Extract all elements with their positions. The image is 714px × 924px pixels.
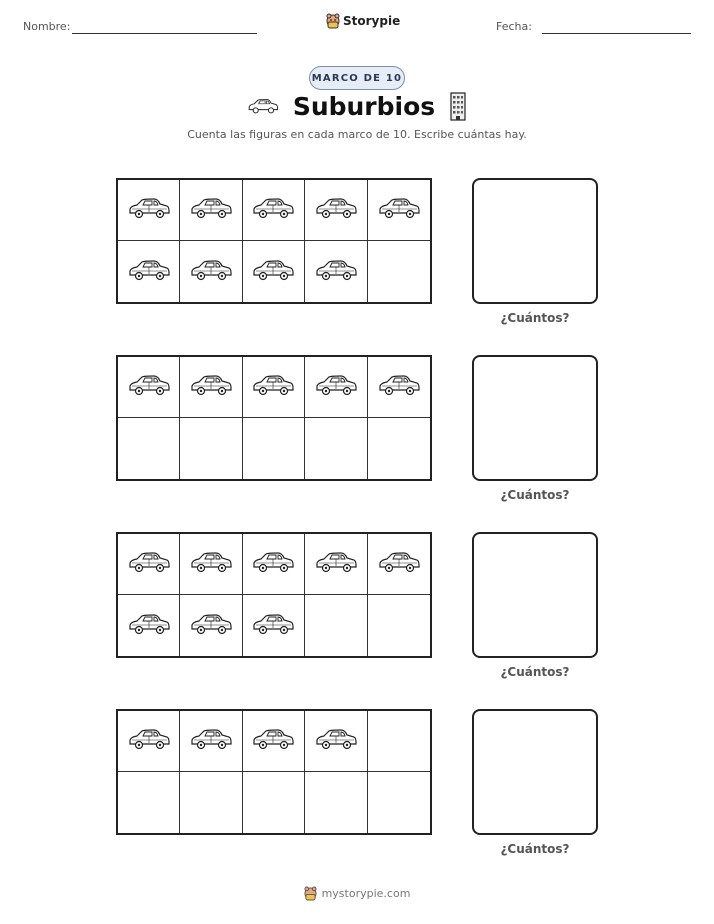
car-icon: [127, 258, 171, 286]
car-icon: [251, 550, 295, 578]
footer: [0, 886, 714, 901]
how-many-label-1: ¿Cuántos?: [500, 311, 570, 325]
car-icon: [189, 258, 233, 286]
frame-cell: [118, 241, 180, 302]
frame-cell: [180, 595, 242, 656]
car-icon: [127, 612, 171, 640]
car-icon: [127, 373, 171, 401]
frame-cell: [243, 180, 305, 241]
how-many-label-3: ¿Cuántos?: [500, 665, 570, 679]
car-icon: [377, 196, 421, 224]
answer-box-1[interactable]: [472, 178, 598, 304]
frame-cell: [368, 241, 430, 302]
frame-cell: [180, 418, 242, 479]
car-icon: [377, 373, 421, 401]
frame-cell: [243, 357, 305, 418]
frame-cell: [180, 180, 242, 241]
car-icon: [251, 258, 295, 286]
frame-cell: [243, 772, 305, 833]
ten-frame-4: [116, 709, 432, 835]
ten-frame-1: [116, 178, 432, 304]
car-icon: [189, 373, 233, 401]
frame-cell: [180, 711, 242, 772]
frame-cell: [368, 534, 430, 595]
frame-cell: [180, 357, 242, 418]
title-row: [0, 91, 714, 121]
car-icon: [251, 612, 295, 640]
car-icon: [189, 612, 233, 640]
car-icon: [251, 727, 295, 755]
storypie-mascot-icon: [326, 13, 340, 29]
ten-frame-2: [116, 355, 432, 481]
frame-cell: [305, 772, 367, 833]
frame-cell: [305, 241, 367, 302]
car-icon: [127, 550, 171, 578]
brand-logo: [326, 13, 400, 29]
car-icon: [189, 550, 233, 578]
answer-box-3[interactable]: [472, 532, 598, 658]
frame-cell: [368, 357, 430, 418]
frame-cell: [305, 534, 367, 595]
frame-cell: [243, 711, 305, 772]
frame-cell: [243, 241, 305, 302]
frame-cell: [118, 418, 180, 479]
frame-cell: [305, 418, 367, 479]
frame-cell: [243, 534, 305, 595]
frame-cell: [243, 595, 305, 656]
car-icon: [314, 373, 358, 401]
car-icon: [314, 196, 358, 224]
car-icon: [189, 196, 233, 224]
answer-box-4[interactable]: [472, 709, 598, 835]
how-many-label-4: ¿Cuántos?: [500, 842, 570, 856]
page-title: Suburbios: [292, 91, 436, 121]
frame-cell: [118, 772, 180, 833]
frame-cell: [368, 595, 430, 656]
frame-cell: [305, 357, 367, 418]
instructions: Cuenta las figuras en cada marco de 10. Escribe cuántas hay.: [187, 128, 527, 141]
car-icon: [127, 727, 171, 755]
car-icon: [127, 196, 171, 224]
car-icon: [251, 373, 295, 401]
frame-cell: [118, 595, 180, 656]
frame-cell: [118, 180, 180, 241]
brand-name: Storypie: [343, 14, 401, 28]
how-many-label-2: ¿Cuántos?: [500, 488, 570, 502]
car-icon: [314, 727, 358, 755]
frame-cell: [305, 711, 367, 772]
car-icon: [251, 196, 295, 224]
frame-cell: [368, 772, 430, 833]
frame-cell: [118, 357, 180, 418]
frame-cell: [180, 534, 242, 595]
ten-frame-3: [116, 532, 432, 658]
date-line[interactable]: [542, 33, 691, 34]
date-label: Fecha:: [496, 20, 532, 33]
frame-cell: [180, 772, 242, 833]
car-icon: [314, 550, 358, 578]
frame-cell: [368, 711, 430, 772]
car-icon: [189, 727, 233, 755]
frame-cell: [368, 418, 430, 479]
frame-cell: [243, 418, 305, 479]
name-label: Nombre:: [23, 20, 71, 33]
frame-cell: [118, 711, 180, 772]
building-icon: [449, 91, 467, 121]
car-icon: [314, 258, 358, 286]
car-icon: [247, 97, 279, 115]
name-line[interactable]: [72, 33, 257, 34]
answer-box-2[interactable]: [472, 355, 598, 481]
storypie-mascot-icon: [304, 886, 317, 901]
worksheet-type-badge: MARCO DE 10: [309, 66, 405, 90]
frame-cell: [118, 534, 180, 595]
car-icon: [377, 550, 421, 578]
frame-cell: [305, 180, 367, 241]
frame-cell: [180, 241, 242, 302]
footer-site: mystorypie.com: [321, 887, 411, 900]
frame-cell: [368, 180, 430, 241]
frame-cell: [305, 595, 367, 656]
